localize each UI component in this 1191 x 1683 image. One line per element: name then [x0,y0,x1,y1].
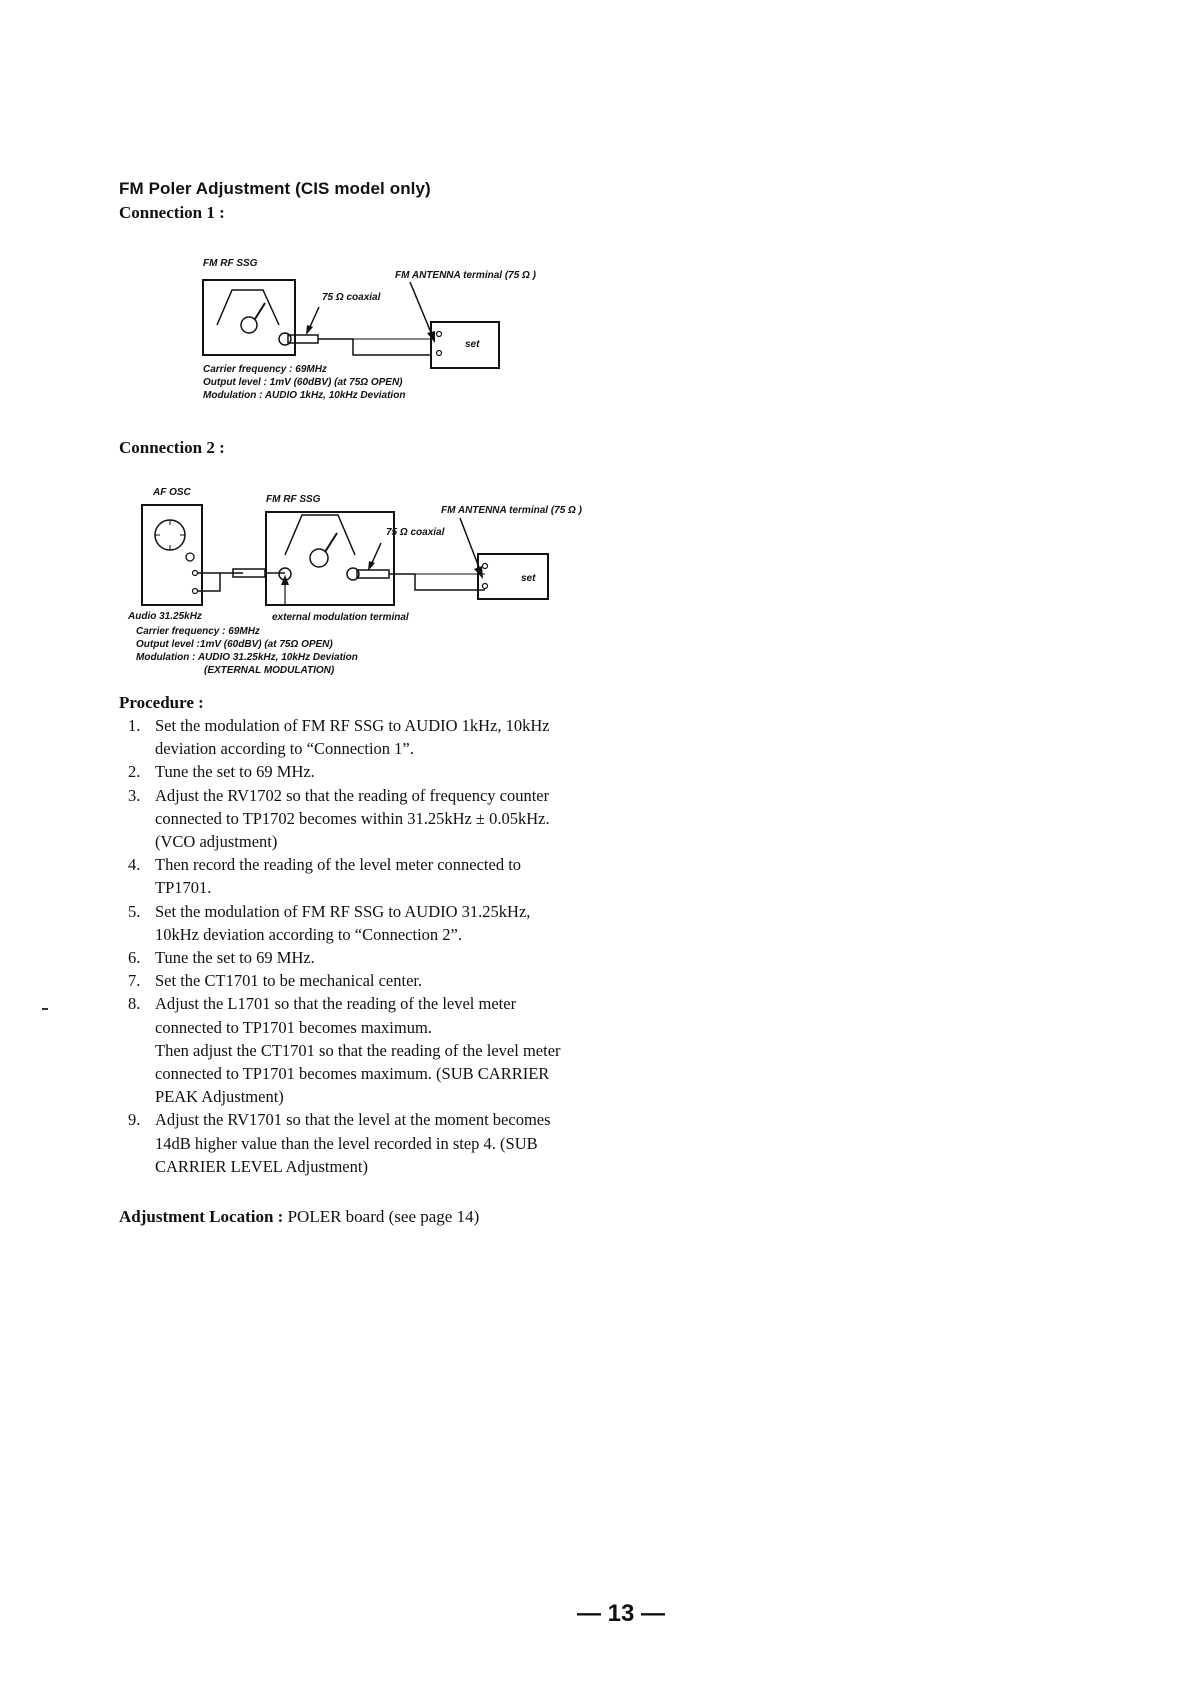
antenna-label: FM ANTENNA terminal (75 Ω ) [395,270,536,281]
connection1-notes [203,363,405,402]
step-number: 6. [128,948,141,968]
coax-label: 75 Ω coaxial [386,527,445,538]
note-line: Output level : 1mV (60dBV) (at 75Ω OPEN) [203,377,403,388]
step-number: 2. [128,762,141,782]
adjustment-location-value: POLER board (see page 14) [287,1207,480,1226]
procedure-step [120,900,610,946]
procedure-list [120,714,610,1178]
step-line: Tune the set to 69 MHz. [155,948,315,968]
set-label: set [521,573,536,584]
set-label: set [465,339,480,350]
step-number: 3. [128,785,141,805]
step-line: Adjust the L1701 so that the reading of the level meter [155,994,517,1014]
connection2-diagram [125,485,595,690]
step-line: deviation according to “Connection 1”. [155,739,414,759]
step-number: 1. [128,716,141,735]
page-number: — 13 — [577,1600,666,1627]
adjustment-location-label: Adjustment Location : [119,1207,284,1226]
set-box [478,554,548,599]
note-line: Modulation : AUDIO 1kHz, 10kHz Deviation [203,390,406,401]
coax-label: 75 Ω coaxial [322,292,381,303]
procedure-step [120,784,610,854]
note-line: Output level :1mV (60dBV) (at 75Ω OPEN) [136,639,333,650]
step-line: 14dB higher value than the level recorded in step 4. (SUB [155,1133,538,1153]
connection2-drawing [125,485,595,615]
procedure-step [120,1108,610,1178]
step-line: Tune the set to 69 MHz. [155,762,315,782]
osc-label: AF OSC [153,487,191,498]
step-line: Then adjust the CT1701 so that the reading of the level meter [155,1040,561,1060]
connection2-notes [136,625,358,677]
procedure-step [120,969,610,992]
step-number: 7. [128,971,141,991]
ext-mod-label: external modulation terminal [272,612,409,623]
step-line: (VCO adjustment) [155,832,278,852]
step-line: Adjust the RV1701 so that the level at the moment becomes [155,1110,551,1130]
step-line: TP1701. [155,878,212,898]
note-line: Carrier frequency : 69MHz [203,364,327,375]
step-line: Adjust the RV1702 so that the reading of frequency counter [155,785,550,805]
section-title: FM Poler Adjustment (CIS model only) [119,179,431,198]
connection1-diagram [195,255,565,405]
step-line: connected to TP1701 becomes maximum. (SUB CARRIER [155,1064,550,1084]
coax-plug [288,335,318,343]
antenna-label: FM ANTENNA terminal (75 Ω ) [441,505,582,516]
note-line: Carrier frequency : 69MHz [136,626,260,637]
step-line: CARRIER LEVEL Adjustment) [155,1156,368,1176]
step-number: 9. [128,1110,141,1130]
procedure-step [120,992,610,1108]
step-line: connected to TP1701 becomes maximum. [155,1017,432,1037]
adjustment-location [119,1207,479,1227]
meter-icon [217,290,279,325]
step-line: Set the modulation of FM RF SSG to AUDIO 1kHz, 10kHz [155,716,550,735]
procedure-step [120,760,610,783]
step-line: PEAK Adjustment) [155,1087,284,1107]
connection1-heading: Connection 1 : [119,203,225,222]
step-number: 5. [128,901,141,921]
knob-icon [241,317,257,333]
note-line: Modulation : AUDIO 31.25kHz, 10kHz Deviation [136,652,358,663]
step-line: Set the modulation of FM RF SSG to AUDIO 31.25kHz, [155,901,531,921]
ssg-label: FM RF SSG [266,494,321,505]
note-line: (EXTERNAL MODULATION) [204,665,335,676]
step-line: Then record the reading of the level meter connected to [155,855,522,875]
coax-cable [318,339,430,355]
stray-mark [42,1008,48,1010]
step-line: connected to TP1702 becomes within 31.25kHz ± 0.05kHz. [155,808,550,828]
procedure-step [120,714,610,760]
audio-label: Audio 31.25kHz [128,611,202,622]
step-line: Set the CT1701 to be mechanical center. [155,971,423,991]
coax-cable [389,574,485,590]
procedure-step [120,853,610,899]
step-number: 8. [128,994,141,1014]
procedure-step [120,946,610,969]
ssg-label: FM RF SSG [203,258,258,269]
step-line: 10kHz deviation according to “Connection 2”. [155,924,462,944]
step-number: 4. [128,855,141,875]
procedure-heading: Procedure : [119,693,204,712]
connection2-heading: Connection 2 : [119,438,225,457]
